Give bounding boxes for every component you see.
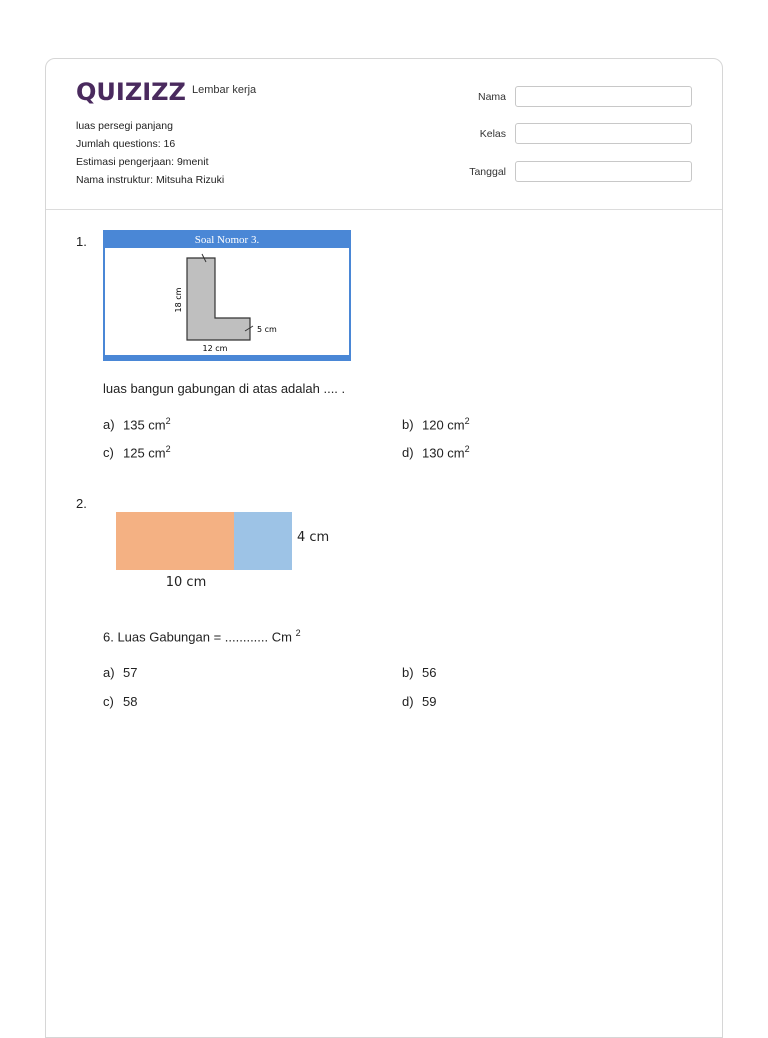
q2-option-c[interactable]: c) 58 [103,694,138,709]
l-shape-diagram [105,248,349,359]
date-field-row [466,161,692,182]
instructor-name: Nama instruktur: Mitsuha Rizuki [76,174,225,186]
worksheet-label: Lembar kerja [191,84,257,96]
dim-step: 5 cm [257,325,277,334]
topic: luas persegi panjang [76,120,173,132]
q1-option-b[interactable]: b) 120 $cm^2$ [402,416,470,433]
worksheet-header [46,59,722,210]
class-field-row [466,123,692,144]
dim-width: 12 cm [202,344,228,353]
question-2-number: 2. [76,496,87,511]
logo [76,79,256,105]
blue-rectangle [234,512,292,570]
figure-title: Soal Nomor 3. [105,232,349,248]
question-2-figure [116,511,336,591]
q1-option-d[interactable]: d) 130 $cm^2$ [402,444,470,461]
orange-rectangle [116,512,234,570]
q1-option-a[interactable]: a) 135 $cm^2$ [103,416,171,433]
dim-width: 10 cm [165,575,207,590]
quizizz-logo: QUIZIZZ [76,78,186,106]
question-count: Jumlah questions: 16 [76,138,176,150]
question-1-figure [103,230,351,361]
dim-height: 4 cm [297,530,330,545]
q2-option-a[interactable]: a) 57 [103,665,138,680]
q1-option-c[interactable]: c) 125 $cm^2$ [103,444,171,461]
class-label: Kelas [479,127,506,140]
name-field[interactable] [515,86,692,107]
name-field-row [466,86,692,107]
worksheet [45,58,723,1038]
date-field[interactable] [515,161,692,182]
date-label: Tanggal [469,165,506,178]
name-label: Nama [477,90,506,103]
dim-height: 18 cm [174,287,183,313]
q2-option-b[interactable]: b) 56 [402,665,437,680]
question-1-number: 1. [76,234,87,249]
class-field[interactable] [515,123,692,144]
question-2-text: 6. Luas Gabungan = ............ Cm $^2$ [103,628,301,645]
time-estimate: Estimasi pengerjaan: 9menit [76,156,209,168]
question-1-text: luas bangun gabungan di atas adalah .... . [103,381,346,396]
worksheet-meta [76,117,224,189]
q2-option-d[interactable]: d) 59 [402,694,437,709]
